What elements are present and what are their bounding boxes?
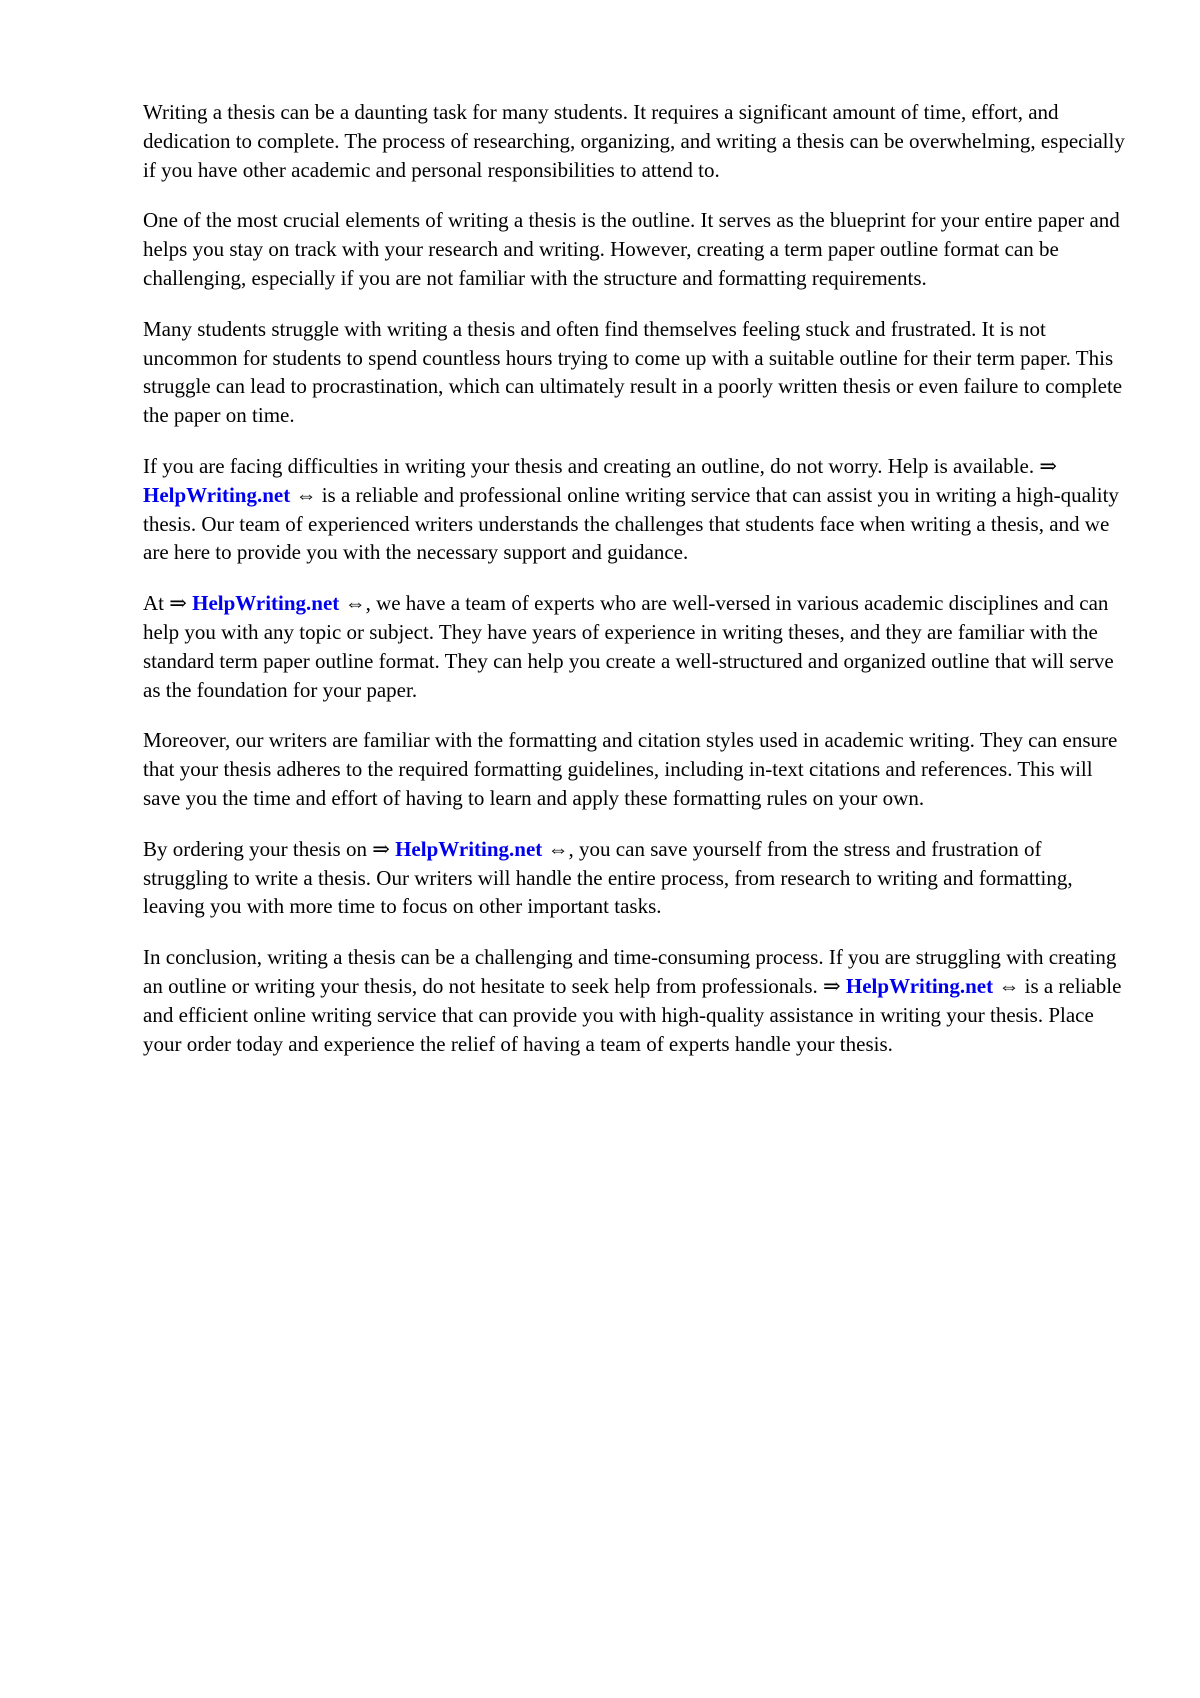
paragraph-outline: One of the most crucial elements of writing a thesis is the outline. It serves as the blueprint for your entire paper and helps you stay on track with your research and writing. However, creating a term paper outline format can be challenging, especially if you are not familiar with the structure and formatting requirements. bbox=[143, 208, 1120, 290]
helpwriting-link[interactable]: HelpWriting.net bbox=[395, 836, 543, 861]
paragraph-ordering-text-start: By ordering your thesis on bbox=[143, 836, 373, 861]
paragraph-ordering bbox=[143, 835, 1128, 921]
helpwriting-link[interactable]: HelpWriting.net bbox=[192, 591, 340, 616]
paragraph-experts-text-end: , we have a team of experts who are well-versed in various academic disciplines and can help you with any topic or subject. They have years of experience in writing theses, and they are familiar with the standard term paper outline format. They can help you create a well-structured and organized outline that will serve as the foundation for your paper. bbox=[143, 591, 1114, 702]
helpwriting-link[interactable]: HelpWriting.net bbox=[143, 482, 291, 507]
arrow-right-icon: ⇒ bbox=[372, 836, 396, 861]
paragraph-conclusion bbox=[143, 943, 1128, 1058]
arrow-right-icon: ⇒ bbox=[169, 591, 193, 616]
arrow-both-icon: ⇔ bbox=[339, 591, 366, 616]
paragraph-intro: Writing a thesis can be a daunting task for many students. It requires a significant amount of time, effort, and dedication to complete. The process of researching, organizing, and writing a thesis can be overwhelming, especially if you have other academic and personal responsibilities to attend to. bbox=[143, 100, 1125, 182]
paragraph-conclusion-text-start: In conclusion, writing a thesis can be a challenging and time-consuming process. If you are struggling with creating an outline or writing your thesis, do not hesitate to seek help from professionals. bbox=[143, 945, 1117, 998]
paragraph-conclusion-text-end: is a reliable and efficient online writing service that can provide you with high-quality assistance in writing your thesis. Place your order today and experience the relief of having a team of experts handle your thesis. bbox=[143, 973, 1122, 1056]
paragraph-experts bbox=[143, 589, 1128, 704]
arrow-both-icon: ⇔ bbox=[542, 836, 569, 861]
paragraph-help bbox=[143, 452, 1128, 567]
paragraph-help-text-start: If you are facing difficulties in writing your thesis and creating an outline, do not worry. Help is available. bbox=[143, 453, 1040, 478]
paragraph-formatting: Moreover, our writers are familiar with the formatting and citation styles used in academic writing. They can ensure that your thesis adheres to the required formatting guidelines, including in-text citations and references. This will save you the time and effort of having to learn and apply these formatting rules on your own. bbox=[143, 728, 1118, 810]
arrow-right-icon: ⇒ bbox=[823, 973, 846, 998]
arrow-both-icon: ⇔ bbox=[290, 482, 317, 507]
arrow-both-icon: ⇔ bbox=[993, 973, 1020, 998]
arrow-right-icon: ⇒ bbox=[1039, 453, 1057, 478]
paragraph-ordering-text-end: , you can save yourself from the stress and frustration of struggling to write a thesis. Our writers will handle the entire process, from research to writing and formatting, leaving you with more time to focus on other important tasks. bbox=[143, 836, 1073, 919]
helpwriting-link[interactable]: HelpWriting.net bbox=[845, 973, 994, 998]
document-body bbox=[143, 98, 1128, 1080]
paragraph-experts-text-start: At bbox=[143, 591, 170, 616]
paragraph-help-text-end: is a reliable and professional online writing service that can assist you in writing a high-quality thesis. Our team of experienced writers understands the challenges that students face when writing a thesis, and we are here to provide you with the necessary support and guidance. bbox=[143, 482, 1119, 565]
paragraph-struggle: Many students struggle with writing a thesis and often find themselves feeling stuck and frustrated. It is not uncommon for students to spend countless hours trying to come up with a suitable outline for their term paper. This struggle can lead to procrastination, which can ultimately result in a poorly written thesis or even failure to complete the paper on time. bbox=[143, 316, 1123, 428]
